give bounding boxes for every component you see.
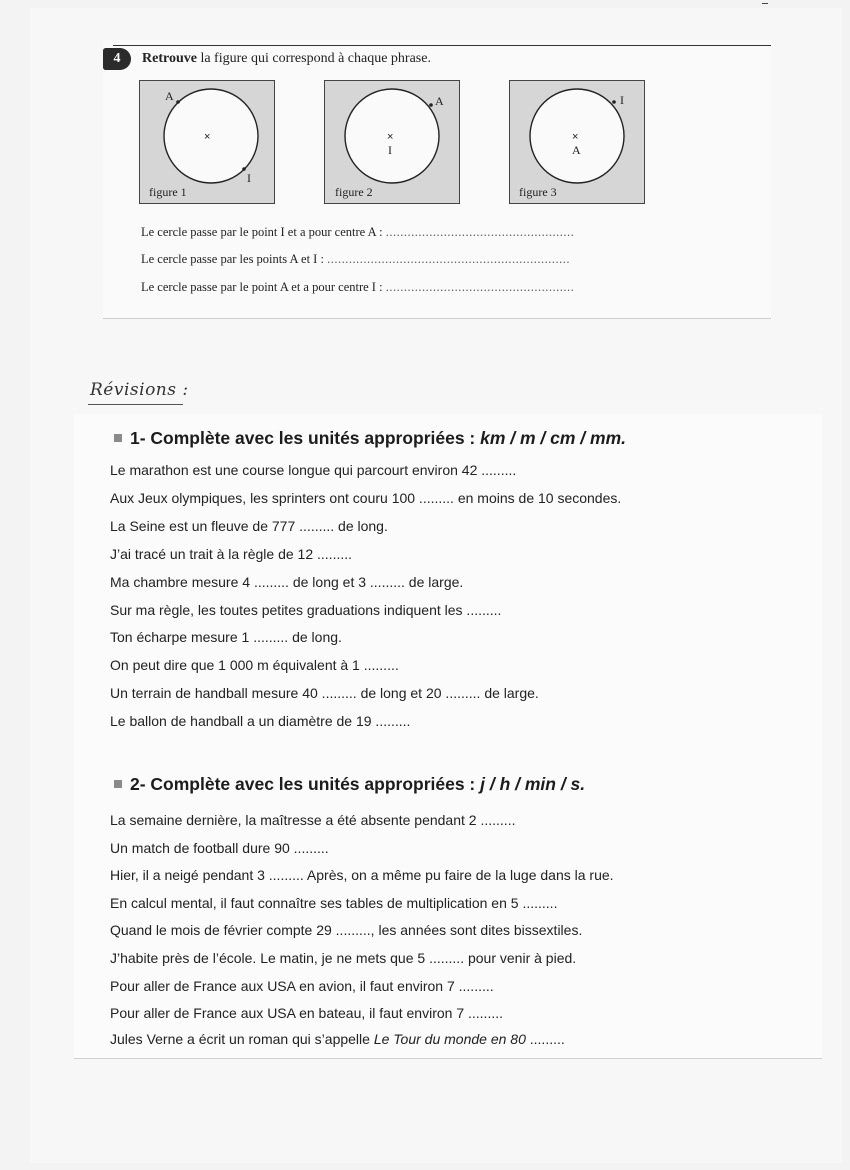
exercise-4-number-badge: 4: [103, 48, 131, 70]
section-2-line-1: La semaine dernière, la maîtresse a été absente pendant 2 .........: [110, 812, 516, 828]
section-2-line-3: Hier, il a neigé pendant 3 ......... Après, on a même pu faire de la luge dans la rue.: [110, 867, 614, 884]
figure-3-point-a-label: A: [572, 143, 581, 157]
section-2-line-7: Pour aller de France aux USA en avion, il faut environ 7 .........: [110, 977, 494, 994]
figure-2-point-a-label: A: [435, 94, 444, 108]
exercise-4-instruction-rest: la figure qui correspond à chaque phrase.: [196, 51, 431, 66]
section-1-line-9: Un terrain de handball mesure 40 ......... de long et 20 ......... de large.: [110, 685, 539, 702]
section-2-bullet-icon: [114, 780, 122, 788]
section-2-line-9-end: .........: [525, 1031, 565, 1047]
sentence-1-answer-blank[interactable]: ....................................................: [385, 225, 575, 239]
figure-1-point-a-label: A: [165, 89, 174, 103]
section-1-bullet-icon: [114, 434, 122, 442]
exercise-4-instruction-bold: Retrouve: [142, 51, 197, 66]
figure-3: [509, 80, 645, 204]
exercise-4-sentence-1: [141, 225, 651, 240]
section-2-line-2: Un match de football dure 90 .........: [110, 839, 329, 856]
figure-1-center-cross: ×: [204, 131, 211, 143]
figure-2: [324, 80, 460, 204]
section-2-title: [114, 774, 585, 795]
section-1-line-6: Sur ma règle, les toutes petites graduations indiquent les .........: [110, 601, 502, 618]
exercise-4-sentence-3: [141, 280, 651, 295]
section-2-line-6: J’habite près de l’école. Le matin, je ne mets que 5 ......... pour venir à pied.: [110, 950, 577, 966]
figure-2-point-a-dot: [429, 103, 433, 107]
section-2-line-9-title: Le Tour du monde en 80: [373, 1031, 526, 1047]
exercise-4-instruction: [142, 51, 431, 67]
section-1-line-7: Ton écharpe mesure 1 ......... de long.: [110, 629, 342, 646]
section-1-units: km / m / cm / mm.: [480, 428, 627, 448]
section-2-line-9: [110, 1031, 565, 1047]
section-1-title: [114, 428, 626, 449]
figure-2-point-i-label: I: [388, 143, 392, 157]
section-2-line-5: Quand le mois de février compte 29 ........., les années sont dites bissextiles.: [110, 922, 583, 939]
figure-1-label: figure 1: [149, 185, 187, 199]
section-1-line-8: On peut dire que 1 000 m équivalent à 1 .........: [110, 657, 399, 674]
section-1-title-text: 1- Complète avec les unités appropriées :: [130, 428, 481, 448]
sentence-1-text: Le cercle passe par le point I et a pour centre A :: [141, 225, 383, 239]
section-2-title-text: 2- Complète avec les unités appropriées :: [130, 774, 481, 794]
section-2-line-8: Pour aller de France aux USA en bateau, il faut environ 7 .........: [110, 1005, 503, 1022]
sentence-3-text: Le cercle passe par le point A et a pour centre I :: [141, 280, 383, 294]
section-2-units: j / h / min / s.: [480, 774, 586, 794]
section-1-line-1: Le marathon est une course longue qui parcourt environ 42 .........: [110, 462, 517, 478]
scan-mark: [762, 0, 768, 4]
section-1-line-4: J’ai tracé un trait à la règle de 12 .........: [110, 545, 353, 562]
section-1-line-5: Ma chambre mesure 4 ......... de long et 3 ......... de large.: [110, 573, 464, 590]
sentence-3-answer-blank[interactable]: ....................................................: [385, 280, 575, 294]
figure-1-point-a-dot: [176, 100, 180, 104]
section-1-line-10: Le ballon de handball a un diamètre de 19 .........: [110, 713, 411, 730]
exercise-4-top-rule: [113, 45, 771, 46]
figure-2-center-cross: ×: [387, 131, 394, 143]
figure-3-label: figure 3: [519, 185, 557, 199]
section-2-line-4: En calcul mental, il faut connaître ses tables de multiplication en 5 .........: [110, 894, 558, 911]
sentence-2-text: Le cercle passe par les points A et I :: [141, 252, 324, 266]
section-2-line-9-start: Jules Verne a écrit un roman qui s’appelle: [110, 1031, 374, 1047]
figure-3-point-i-dot: [612, 100, 616, 104]
section-1-line-3: La Seine est un fleuve de 777 ......... de long.: [110, 517, 388, 534]
revisions-underline: [88, 404, 183, 405]
revision-panel: [74, 414, 822, 1059]
figure-3-center-cross: ×: [572, 131, 579, 143]
revisions-heading: Révisions :: [90, 380, 189, 400]
exercise-4-block: [103, 40, 771, 319]
sentence-2-answer-blank[interactable]: ...................................................................: [327, 252, 570, 266]
section-1-line-2: Aux Jeux olympiques, les sprinters ont couru 100 ......... en moins de 10 secondes.: [110, 489, 622, 506]
figure-1: [139, 80, 275, 204]
figure-2-label: figure 2: [335, 185, 373, 199]
figure-1-point-i-label: I: [247, 171, 251, 185]
exercise-4-sentence-2: [141, 252, 651, 267]
figure-3-point-i-label: I: [620, 93, 624, 107]
figure-1-point-i-dot: [242, 167, 246, 171]
